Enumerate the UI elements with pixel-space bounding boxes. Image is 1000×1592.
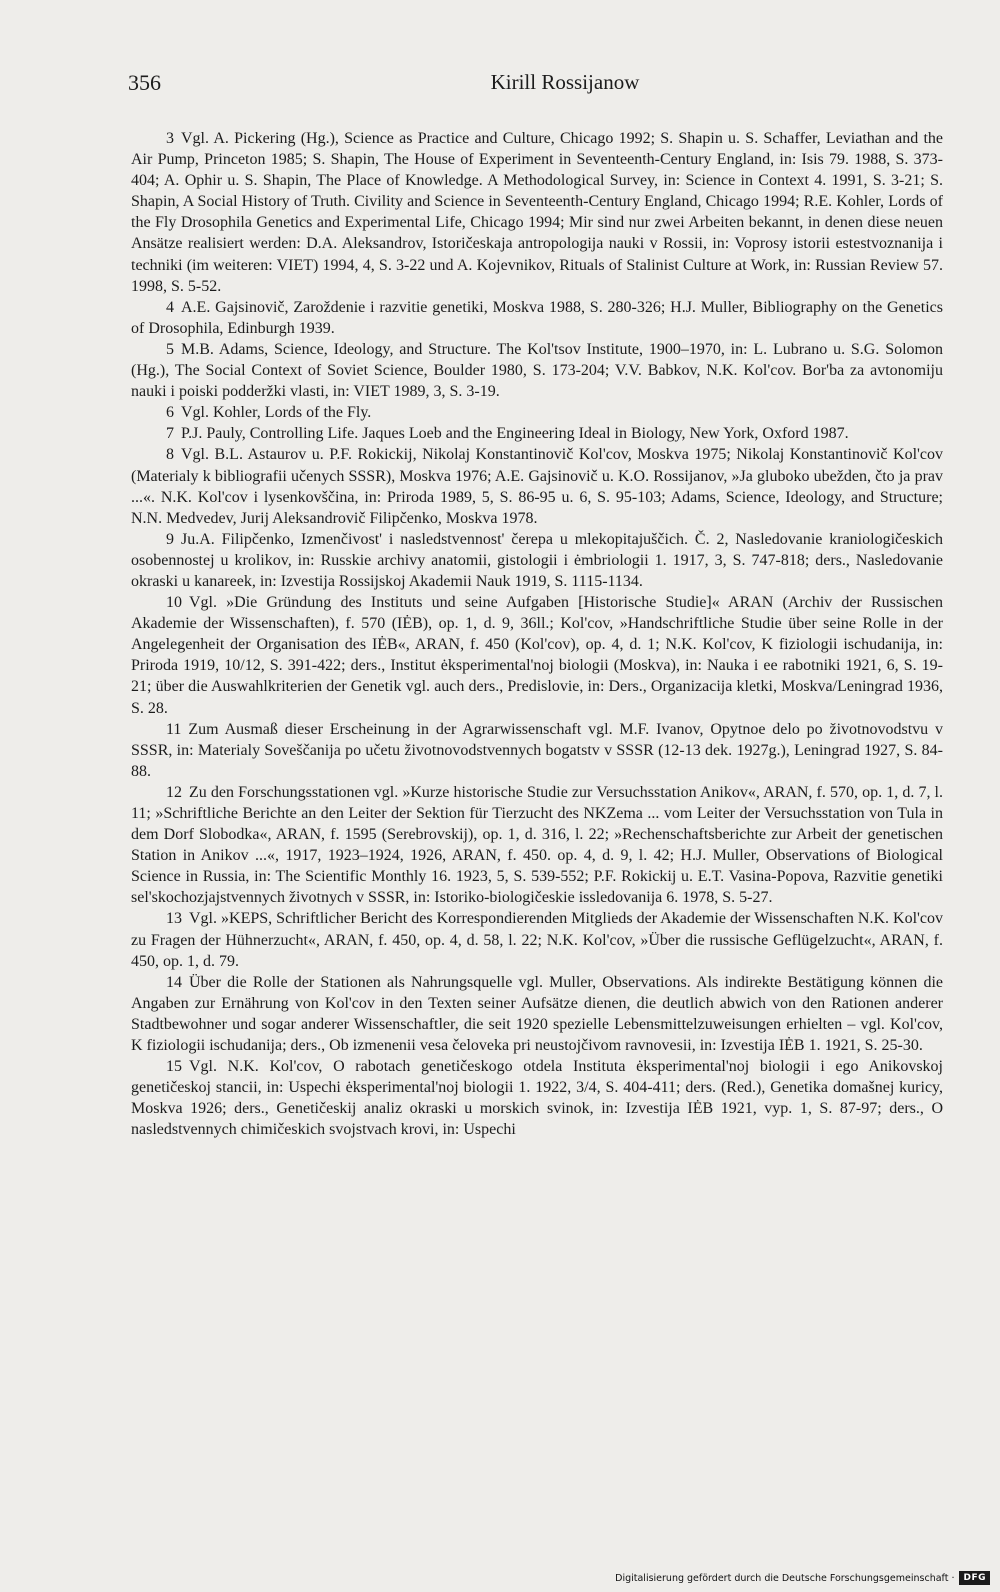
- footnote-4: [131, 297, 943, 339]
- page-number: 356: [128, 70, 161, 95]
- footnote-11: [131, 719, 943, 782]
- footnote-text: Vgl. B.L. Astaurov u. P.F. Rokickij, Nikolaj Konstantinovič Kol'cov, Moskva 1975; Nikolaj Konstantinovič Kol'cov (Materialy k bibliografii učenych SSSR), Moskva 1976; A.E. Gajsinovič u. K.O. Rossijanov, »Ja gluboko ubežden, čto ja prav ...«. N.K. Kol'cov i lysenkovščina, in: Priroda 1989, 5, S. 86-95 u. 6, S. 95-103; Adams, Science, Ideology, and Structure; N.N. Medvedev, Jurij Aleksandrovič Filipčenko, Moskva 1978.: [131, 446, 943, 527]
- footnote-13: [131, 908, 943, 971]
- footnote-8: [131, 444, 943, 528]
- footnote-text: Vgl. A. Pickering (Hg.), Science as Practice and Culture, Chicago 1992; S. Shapin u. S. Schaffer, Leviathan and the Air Pump, Princeton 1985; S. Shapin, The House of Experiment in Seventeenth-Century England, in: Isis 79. 1988, S. 373-404; A. Ophir u. S. Shapin, The Place of Knowledge. A Methodological Survey, in: Science in Context 4. 1991, S. 3-21; S. Shapin, A Social History of Truth. Civility and Science in Seventeenth-Century England, Chicago 1994; R.E. Kohler, Lords of the Fly Drosophila Genetics and Experimental Life, Chicago 1994; Mir sind nur zwei Arbeiten bekannt, in denen diese neuen Ansätze realisiert werden: D.A. Aleksandrov, Istoričeskaja antropologija nauki v Rossii, in: Voprosy istorii estestvoznanija i techniki (im weiteren: VIET) 1994, 4, S. 3-22 und A. Kojevnikov, Rituals of Stalinist Culture at Work, in: Russian Review 57. 1998, S. 5-52.: [131, 130, 943, 295]
- footer-bar: [615, 1570, 990, 1586]
- footnote-text: Ju.A. Filipčenko, Izmenčivost' i nasledstvennost' čerepa u mlekopitajuščich. Č. 2, Nasledovanie kraniologičeskich osobennostej u krolikov, in: Russkie archivy anatomii, gistologii i ėmbriologii 1. 1917, 3, S. 747-818; ders., Nasledovanie okraski u kanareek, in: Izvestija Rossijskoj Akademii Nauk 1919, S. 1115-1134.: [131, 530, 943, 590]
- footnote-text: Vgl. N.K. Kol'cov, O rabotach genetičeskogo otdela Instituta ėksperimental'noj biologii i ego Anikovskoj genetičeskoj stancii, in: Uspechi ėksperimental'noj biologii 1. 1922, 3/4, S. 404-411; ders. (Red.), Genetika domašnej kuricy, Moskva 1926; ders., Genetičeskij analiz okraski u morskich svinok, in: Izvestija IĖB 1921, vyp. 1, S. 87-97; ders., O nasledstvennych chimičeskich svojstvach krovi, in: Uspechi: [131, 1058, 943, 1139]
- footnote-number: 4: [166, 298, 174, 316]
- footnote-text: A.E. Gajsinovič, Zaroždenie i razvitie genetiki, Moskva 1988, S. 280-326; H.J. Muller, Bibliography on the Genetics of Drosophila, Edinburgh 1939.: [131, 298, 943, 337]
- footnote-5: [131, 339, 943, 402]
- footnote-number: 15: [166, 1058, 182, 1076]
- footnote-text: M.B. Adams, Science, Ideology, and Structure. The Kol'tsov Institute, 1900–1970, in: L. Lubrano u. S.G. Solomon (Hg.), The Social Context of Soviet Science, Boulder 1980, S. 173-204; V.V. Babkov, N.K. Kol'cov. Bor'ba za avtonomiju nauki i poiski podderžki vlasti, in: VIET 1989, 3, S. 3-19.: [131, 340, 943, 401]
- footnote-6: [131, 402, 943, 423]
- footnote-number: 5: [166, 340, 174, 358]
- footnotes: [131, 128, 943, 1141]
- footnote-number: 7: [166, 425, 174, 443]
- footnote-number: 6: [166, 404, 174, 422]
- footnote-14: [131, 972, 943, 1056]
- footnote-text: Vgl. Kohler, Lords of the Fly.: [181, 404, 372, 422]
- footnote-number: 13: [166, 910, 182, 928]
- footnote-15: [131, 1056, 943, 1140]
- footnote-3: [131, 128, 943, 297]
- footnote-number: 3: [166, 130, 174, 147]
- running-head: Kirill Rossijanow: [490, 70, 640, 94]
- footnote-text: Über die Rolle der Stationen als Nahrungsquelle vgl. Muller, Observations. Als indirekte Bestätigung können die Angaben zur Ernährung von Kol'cov in den Texten seiner Aufsätze dienen, die deutlich abwich von den Rationen anderer Stadtbewohner und sogar anderer Wissenschaftler, die seit 1920 spezielle Lebensmittelzuweisungen erhielten – vgl. Kol'cov, K fiziologii ischudanija; ders., Ob izmenenii vesa čeloveka pri neustojčivom ravnovesii, in: Izvestija IĖB 1. 1921, S. 25-30.: [131, 973, 943, 1055]
- footnote-number: 14: [166, 973, 182, 991]
- footnote-9: [131, 529, 943, 592]
- footnote-12: [131, 782, 943, 909]
- footnote-text: Zu den Forschungsstationen vgl. »Kurze historische Studie zur Versuchsstation Anikov«, ARAN, f. 570, op. 1, d. 7, l. 11; »Schriftliche Berichte an den Leiter der Sektion für Tierzucht des NKZema ... vom Leiter der Versuchsstation von Tula in dem Dorf Slobodka«, ARAN, f. 1595 (Serebrovskij), op. 1, d. 316, l. 22; »Rechenschaftsberichte zur Arbeit der genetischen Station in Anikov ...«, 1917, 1923–1924, 1926, ARAN, f. 450. op. 4, d. 9, l. 42; H.J. Muller, Observations of Biological Science in Russia, in: The Scientific Monthly 16. 1923, 5, S. 539-552; P.F. Rokickij u. E.T. Vasina-Popova, Razvitie genetiki sel'skochozjajstvennych životnych v SSSR, in: Istoriko-biologičeskie issledovanija 6. 1978, S. 5-27.: [131, 783, 943, 907]
- footnote-text: Vgl. »Die Gründung des Instituts und seine Aufgaben [Historische Studie]« ARAN (Archiv der Russischen Akademie der Wissenschaften), f. 570 (IĖB), op. 1, d. 9, 36ll.; Kol'cov, »Handschriftliche Studie über seine Rolle in der Angelegenheit der Organisation des IĖB«, ARAN, f. 450 (Kol'cov), op. 4, d. 1; N.K. Kol'cov, K fiziologii ischudanija, in: Priroda 1919, 10/12, S. 391-422; ders., Institut ėksperimental'noj biologii (Moskva), in: Nauka i ee rabotniki 1921, 6, S. 19-21; über die Auswahlkriterien der Genetik vgl. auch ders., Predislovie, in: Ders., Organizacija kletki, Moskva/Leningrad 1936, S. 28.: [131, 594, 943, 717]
- page-header: [128, 70, 942, 100]
- dfg-logo: DFG: [959, 1571, 990, 1585]
- footnote-text: Vgl. »KEPS, Schriftlicher Bericht des Korrespondierenden Mitglieds der Akademie der Wissenschaften N.K. Kol'cov zu Fragen der Hühnerzucht«, ARAN, f. 450, op. 4, d. 58, l. 22; N.K. Kol'cov, »Über die russische Geflügelzucht«, ARAN, f. 450, op. 1, d. 79.: [131, 910, 943, 970]
- footnote-10: [131, 592, 943, 719]
- footnote-text: Zum Ausmaß dieser Erscheinung in der Agrarwissenschaft vgl. M.F. Ivanov, Opytnoe delo po životnovodstvu v SSSR, in: Materialy Soveščanija po učetu životnovodstvennych bogatstv v SSSR (12-13 dek. 1927g.), Leningrad 1927, S. 84-88.: [131, 720, 943, 780]
- footnote-number: 12: [166, 783, 182, 801]
- footnote-number: 11: [166, 720, 182, 738]
- footnote-number: 8: [166, 446, 174, 464]
- footnote-number: 10: [166, 594, 182, 612]
- footnote-text: P.J. Pauly, Controlling Life. Jaques Loeb and the Engineering Ideal in Biology, New York, Oxford 1987.: [181, 425, 849, 443]
- footnote-number: 9: [166, 530, 174, 548]
- funding-note: Digitalisierung gefördert durch die Deutsche Forschungsgemeinschaft ·: [615, 1572, 955, 1584]
- footnote-7: [131, 423, 943, 444]
